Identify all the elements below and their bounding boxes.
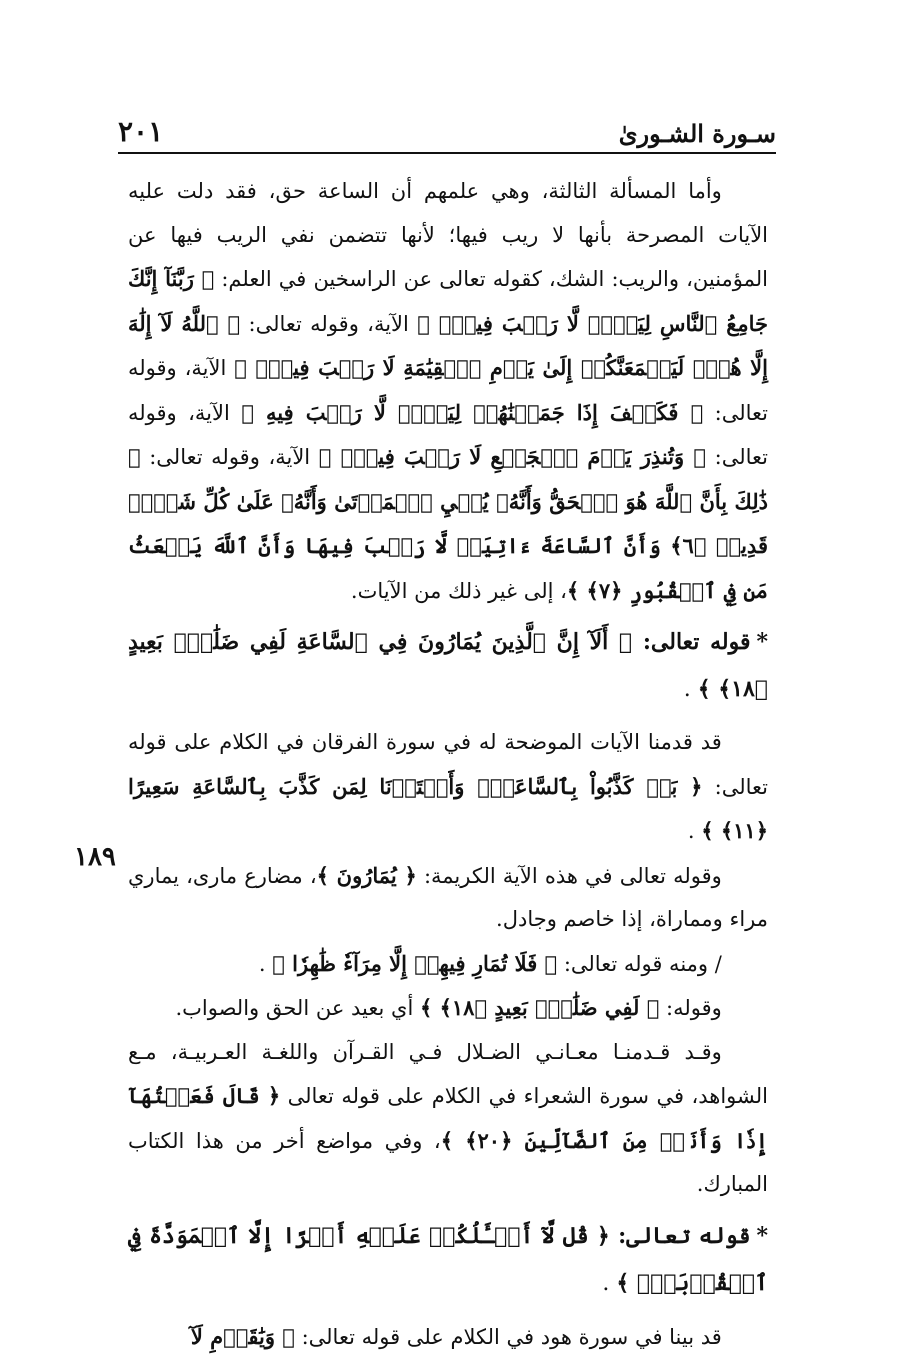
quran-verse: ﴿ فَلَا تُمَارِ فِيهِمۡ إِلَّا مِرَآءٗ ظَٰهِرٗا ﴾ — [272, 951, 557, 976]
heading-star-marker: * — [756, 629, 768, 655]
quran-verse: ﴿ قُل لَّآ أَسۡـَٔلُكُمۡ عَلَيۡهِ أَجۡرًا إِلَّا ٱلۡمَوَدَّةَ فِي ٱلۡقُرۡبَىٰۗ ﴾ — [128, 1223, 768, 1296]
text-run: الآية، وقوله تعالى: — [240, 312, 417, 336]
text-run: / ومنه قوله تعالى: — [557, 952, 722, 976]
text-run: وقـد قـدمنـا معـانـي الضـلال فـي القـرآن واللغـة العـربيـة، مـع الشواهد، في سورة الشعراء في الكلام على قوله تعالى — [128, 1040, 768, 1109]
quran-verse: ﴿ ذَٰلِكَ بِأَنَّ ٱللَّهَ هُوَ ٱلۡحَقُّ وَأَنَّهُۥ يُحۡيِ ٱلۡمَوۡتَىٰ وَأَنَّهُۥ عَلَىٰ كُلِّ شَيۡءٖ قَدِيرٞ ﴿٦﴾ وَأَنَّ ٱلسَّاعَةَ ءَاتِيَةٞ لَّا رَيۡبَ فِيهَا وَأَنَّ ٱللَّهَ يَبۡعَثُ مَن فِي ٱلۡقُبُورِ ﴿٧﴾ ﴾ — [128, 444, 768, 603]
quran-verse: ﴿ فَكَيۡفَ إِذَا جَمَعۡنَٰهُمۡ لِيَوۡمٖ لَّا رَيۡبَ فِيهِ ﴾ — [241, 400, 703, 425]
text-run: قد قدمنا الآيات الموضحة له في سورة الفرقان في الكلام على قوله تعالى: — [128, 730, 768, 799]
text-run: الآية، وقوله تعالى: — [128, 401, 768, 470]
paragraph — [128, 1031, 768, 1207]
quran-verse: ﴿ قَالَ فَعَلۡتُهَآ إِذٗا وَأَنَا۠ مِنَ ٱلضَّآلِّينَ ﴿٢٠﴾ ﴾ — [128, 1083, 768, 1153]
text-run: . — [684, 677, 698, 702]
quran-verse: ﴿ ٱللَّهُ لَآ إِلَٰهَ إِلَّا هُوَۚ لَيَجۡمَعَنَّكُمۡ إِلَىٰ يَوۡمِ ٱلۡقِيَٰمَةِ لَا رَيۡبَ فِيهِۗ ﴾ — [128, 311, 768, 381]
quran-verse: ﴿ بَلۡ كَذَّبُواْ بِٱلسَّاعَةِۖ وَأَعۡتَدۡنَا لِمَن كَذَّبَ بِٱلسَّاعَةِ سَعِيرًا ﴿١١﴾ ﴾ — [128, 774, 768, 844]
page-body — [128, 170, 768, 1359]
text-run: ، إلى غير ذلك من الآيات. — [351, 579, 567, 603]
heading-star-marker: * — [756, 1223, 768, 1249]
page-number: ٢٠١ — [118, 115, 163, 148]
text-run: ، مضارع مارى، يماري مراء ومماراة، إذا خاصم وجادل. — [128, 864, 768, 932]
quran-verse: ﴿ لَفِي ضَلَٰلِۭ بَعِيدٍ ﴿١٨﴾ ﴾ — [420, 995, 659, 1020]
header-rule — [118, 152, 776, 154]
paragraph — [128, 1315, 768, 1359]
quran-verse: ﴿ أَلَآ إِنَّ ٱلَّذِينَ يُمَارُونَ فِي ٱلسَّاعَةِ لَفِي ضَلَٰلِۭ بَعِيدٍ ﴿١٨﴾ ﴾ — [128, 629, 768, 702]
running-title: سـورة الشـورىٰ — [619, 119, 776, 148]
text-run: وقوله تعالى في هذه الآية الكريمة: — [417, 864, 722, 888]
text-run: أي بعيد عن الحق والصواب. — [175, 996, 420, 1020]
paragraph — [128, 854, 768, 942]
quran-verse: ﴿ وَيَٰقَوۡمِ لَآ — [191, 1324, 295, 1349]
text-run: الآية، وقوله تعالى: — [128, 356, 768, 425]
text-run: الآية، وقوله تعالى: — [141, 445, 319, 469]
text-run: ، وفي مواضع أخر من هذا الكتاب المبارك. — [128, 1129, 768, 1197]
paragraph — [128, 986, 768, 1031]
quran-verse: ﴿ يُمَارُونَ ﴾ — [317, 863, 417, 888]
text-run: . — [602, 1271, 616, 1296]
section-heading — [128, 619, 768, 713]
paragraph — [128, 170, 768, 613]
text-run: وأما المسألة الثالثة، وهي علمهم أن الساعة حق، فقد دلت عليه الآيات المصرحة بأنها لا ريب فيها؛ لأنها تتضمن نفي الريب فيها عن المؤمنين، والريب: الشك، كقوله تعالى عن الراسخين في العلم: — [128, 179, 768, 291]
heading-lead: قوله تعالى: — [632, 629, 750, 655]
text-run: . — [688, 819, 701, 843]
heading-lead: قوله تعالى: — [610, 1223, 751, 1249]
text-run: قد بينا في سورة هود في الكلام على قوله تعالى: — [295, 1325, 722, 1349]
paragraph — [128, 721, 768, 854]
quran-verse: ﴿ رَبَّنَآ إِنَّكَ جَامِعُ ٱلنَّاسِ لِيَوۡمٖ لَّا رَيۡبَ فِيهِۚ ﴾ — [128, 266, 768, 336]
section-heading — [128, 1213, 768, 1307]
text-run: وقوله: — [659, 996, 721, 1020]
text-run: . — [259, 952, 272, 976]
paragraph — [128, 942, 768, 987]
quran-verse: ﴿ وَتُنذِرَ يَوۡمَ ٱلۡجَمۡعِ لَا رَيۡبَ فِيهِۚ ﴾ — [319, 444, 706, 469]
page-header — [118, 108, 776, 148]
margin-page-reference: ١٨٩ — [74, 842, 116, 872]
